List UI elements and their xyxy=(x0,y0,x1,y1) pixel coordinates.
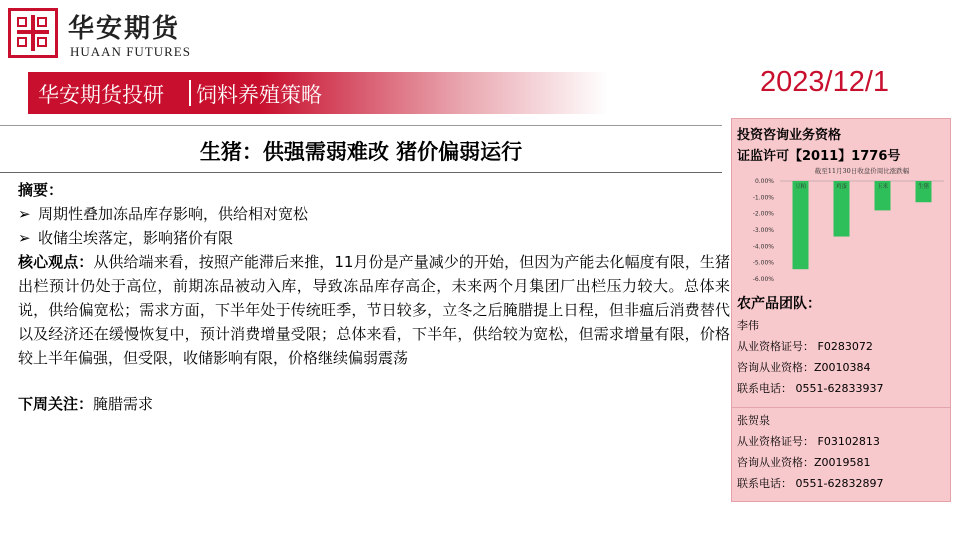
analyst-name: 张贺泉 xyxy=(737,414,770,427)
analyst-name: 李伟 xyxy=(737,319,759,332)
title-divider xyxy=(0,172,722,173)
category-label: 鸡蛋 xyxy=(835,184,848,190)
analyst-license: 从业资格证号： F0283072 xyxy=(737,340,873,353)
analyst-card xyxy=(732,407,950,494)
analyst-consult-license: 咨询从业资格：Z0010384 xyxy=(737,361,871,374)
analyst-license: 从业资格证号： F03102813 xyxy=(737,435,880,448)
y-tick-label: 0.00% xyxy=(754,178,774,185)
analyst-phone: 联系电话： 0551-62833937 xyxy=(737,382,884,395)
qualification-line-2: 证监许可【2011】1776号 xyxy=(737,149,901,164)
summary-bullet: ➢ 周期性叠加冻品库存影响，供给相对宽松 xyxy=(18,202,730,226)
titlebar-strategy: 饲料养殖策略 xyxy=(196,83,322,107)
y-tick-label: -1.00% xyxy=(752,194,774,202)
core-view xyxy=(18,250,730,370)
chart-title: 截至11月30日收盘价周比涨跌幅 xyxy=(814,167,910,175)
spacer xyxy=(18,370,730,392)
next-week-text: 腌腊需求 xyxy=(93,395,154,413)
analyst-consult-license: 咨询从业资格：Z0019581 xyxy=(737,456,871,469)
summary-bullet: ➢ 收储尘埃落定，影响猪价有限 xyxy=(18,226,730,250)
y-tick-label: -5.00% xyxy=(752,259,774,267)
summary-label: 摘要： xyxy=(18,181,64,199)
info-sidebar xyxy=(731,118,951,502)
weekly-change-bar-chart xyxy=(734,165,948,283)
analyst-phone: 联系电话： 0551-62832897 xyxy=(737,477,884,490)
section-title-bar xyxy=(28,72,608,114)
report-body xyxy=(18,178,730,416)
category-label: 生猪 xyxy=(917,184,930,190)
y-tick-label: -6.00% xyxy=(752,276,774,283)
core-view-text: 从供给端来看，按照产能滞后来推，11月份是产量减少的开始，但因为产能去化幅度有限，生猪出栏预计仍处于高位，前期冻品被动入库，导致冻品库存高企，未来两个月集团厂出栏压力较大。总体来说，供给偏宽松；需求方面，下半年处于传统旺季，节日较多，立冬之后腌腊提上日程，但非瘟后消费替代以及经济还在缓慢恢复中，预计消费增量受限；总体来看，下半年，供给较为宽松，但需求增量有限，价格较上半年偏强，但受限，收储影响有限，价格继续偏弱震荡 xyxy=(18,253,730,367)
category-label: 豆粕 xyxy=(794,184,807,190)
titlebar-divider xyxy=(189,80,191,106)
next-week-label: 下周关注： xyxy=(18,395,94,413)
logo-chinese-name: 华安期货 xyxy=(68,14,181,44)
category-label: 玉米 xyxy=(876,184,889,190)
company-logo xyxy=(8,6,208,60)
chart-bar xyxy=(793,181,809,269)
logo-mark-icon xyxy=(8,8,58,58)
core-view-label: 核心观点： xyxy=(18,253,94,271)
report-date: 2023/12/1 xyxy=(760,66,890,98)
page-title: 生猪：供强需弱难改 猪价偏弱运行 xyxy=(199,140,523,164)
qualification-line-1: 投资咨询业务资格 xyxy=(737,128,842,143)
team-title: 农产品团队： xyxy=(737,296,821,312)
titlebar-research: 华安期货投研 xyxy=(38,83,164,107)
logo-english-name: HUAAN FUTURES xyxy=(70,44,191,59)
analyst-card xyxy=(732,315,950,399)
next-week-focus xyxy=(18,392,730,416)
y-tick-label: -3.00% xyxy=(752,227,774,234)
divider-top xyxy=(0,125,722,126)
y-tick-label: -4.00% xyxy=(752,243,774,251)
y-tick-label: -2.00% xyxy=(752,210,774,218)
